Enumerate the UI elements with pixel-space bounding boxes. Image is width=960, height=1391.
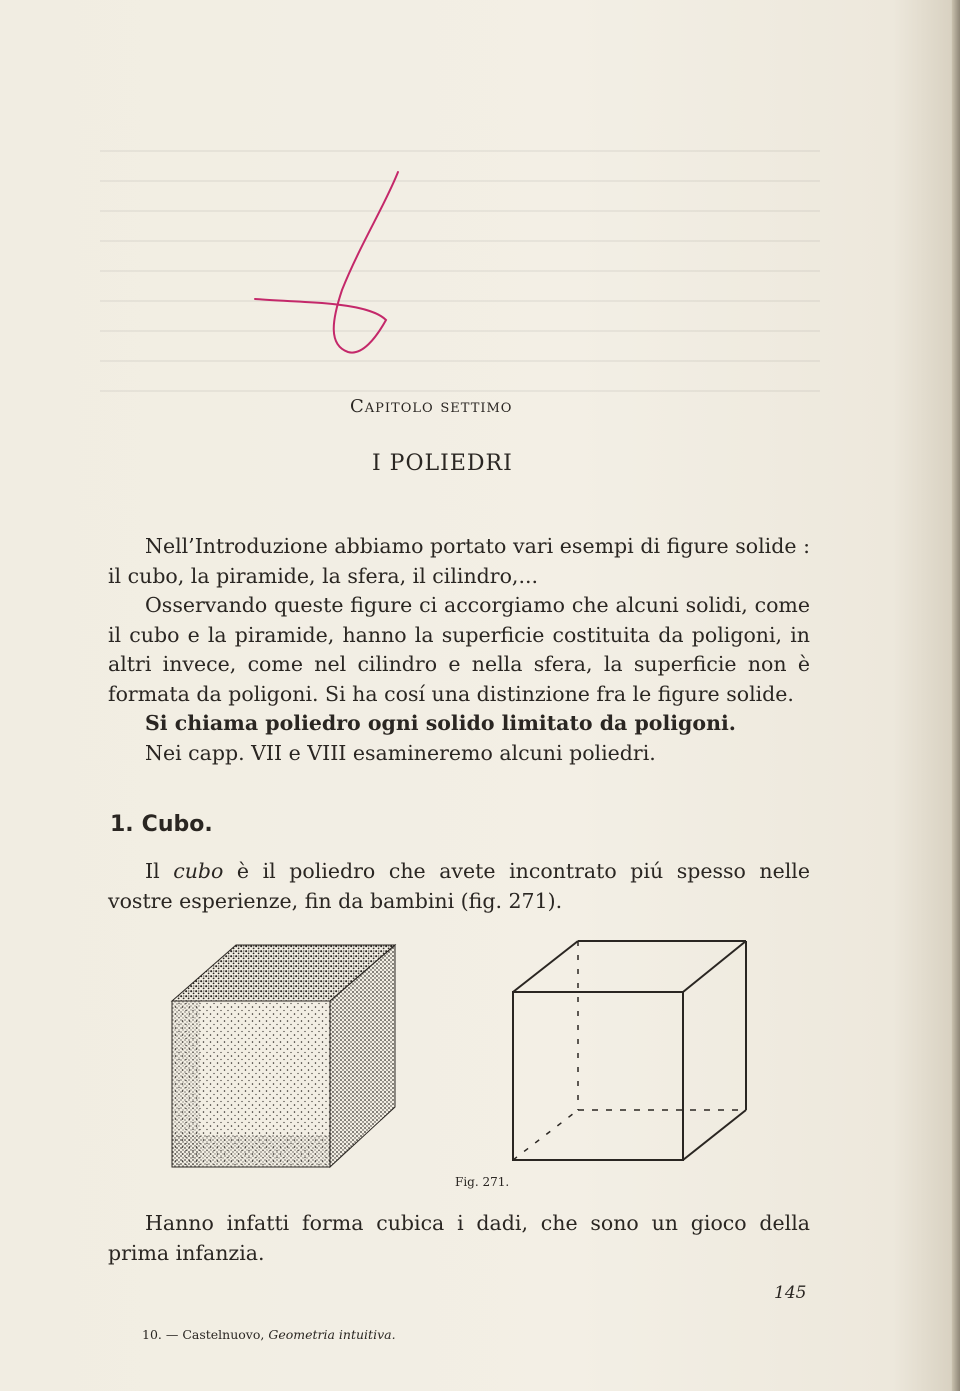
figure-caption: Fig. 271.	[455, 1175, 510, 1189]
handwritten-number-six	[250, 160, 400, 360]
footer-book-title: Geometria intuitiva.	[268, 1327, 396, 1342]
intro-line-2: Osservando queste figure ci accorgiamo che alcuni solidi, come il cubo e la piramide, hanno la superficie costituita da poligoni, in altri invece, come nel cilindro e nella sfera, la superficie non è formata da poligoni. Si ha cosí una distinzione fra le figure solide.	[108, 593, 810, 706]
section-number: 1.	[110, 812, 134, 837]
intro-line-4: Nei capp. VII e VIII esamineremo alcuni poliedri.	[145, 740, 656, 765]
cube-text-after: è il poliedro che avete incontrato piú spesso nelle vostre esperienze, fin da bambini (fig. 271).	[108, 859, 810, 913]
footer-prefix: 10. — Castelnuovo,	[142, 1327, 269, 1342]
cube-figure	[160, 935, 760, 1175]
poliedro-definition: Si chiama poliedro ogni solido limitato da poligoni.	[145, 711, 736, 735]
section-heading	[110, 812, 221, 837]
shaded-cube-drawing	[172, 945, 395, 1167]
intro-line-1: Nell’Introduzione abbiamo portato vari esempi di figure solide : il cubo, la piramide, la sfera, il cilindro,...	[108, 534, 810, 588]
intro-paragraphs	[108, 532, 810, 768]
wireframe-cube-drawing	[513, 941, 746, 1160]
chapter-title: I POLIEDRI	[372, 451, 513, 476]
cube-text-before: Il	[145, 859, 174, 883]
page-edge	[952, 0, 960, 1391]
closing-paragraph: Hanno infatti forma cubica i dadi, che sono un gioco della prima infanzia.	[108, 1211, 810, 1265]
show-through-text	[100, 150, 820, 410]
section-title: Cubo.	[141, 812, 213, 837]
footer-signature	[142, 1327, 396, 1342]
chapter-label: Capitolo settimo	[350, 396, 513, 417]
cube-paragraph	[108, 857, 810, 916]
page-number: 145	[774, 1283, 807, 1303]
cube-term: cubo	[173, 859, 224, 883]
